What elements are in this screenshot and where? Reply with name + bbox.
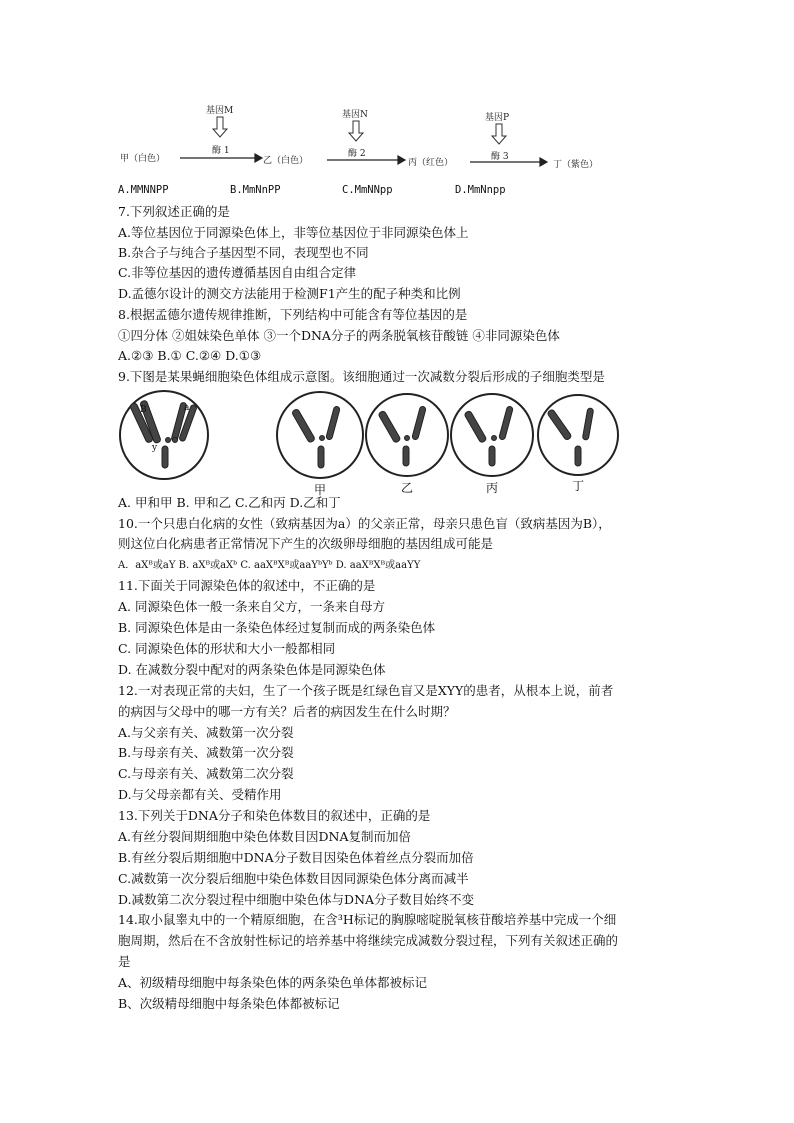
q13-option-d: D.减数第二次分裂过程中细胞中染色体与DNA分子数目始终不变 [118, 892, 475, 907]
q7-stem: 7.下列叙述正确的是 [118, 204, 230, 219]
q13-stem: 13.下列关于DNA分子和染色体数目的叙述中，正确的是 [118, 808, 431, 823]
q13-option-b: B.有丝分裂后期细胞中DNA分子数目因染色体着丝点分裂而加倍 [118, 850, 474, 865]
bing-label: 丙（红色） [408, 158, 454, 168]
q14-option-a: A、初级精母细胞中每条染色体的两条染色单体都被标记 [118, 975, 428, 990]
gene-n-label: 基因N [342, 110, 368, 120]
label-ding: 丁 [572, 479, 585, 493]
q12-option-d: D.与父母亲都有关、受精作用 [118, 787, 282, 802]
enzyme-2-label: 酶 2 [348, 149, 366, 159]
q7-option-d: D.孟德尔设计的测交方法能用于检测F1产生的配子种类和比例 [118, 286, 461, 301]
q12-option-b: B.与母亲有关、减数第一次分裂 [118, 745, 294, 760]
enzyme-3-label: 酶 3 [491, 152, 509, 162]
q11-option-c: C. 同源染色体的形状和大小一般都相同 [118, 641, 336, 656]
q14-option-b: B、次级精母细胞中每条染色体都被标记 [118, 996, 340, 1011]
q8-items: ①四分体 ②姐妹染色单体 ③一个DNA分子的两条脱氧核苷酸链 ④非同源染色体 [118, 328, 560, 343]
gene-m-label: 基因M [206, 106, 234, 116]
ding-label: 丁（紫色） [553, 160, 599, 170]
q10-stem-2: 则这位白化病患者正常情况下产生的次级卵母细胞的基因组成可能是 [118, 536, 494, 551]
q11-option-b: B. 同源染色体是由一条染色体经过复制而成的两条染色体 [118, 620, 436, 635]
gene-p-label: 基因P [485, 113, 510, 123]
label-jia: 甲 [314, 483, 327, 497]
q12-option-c: C.与母亲有关、减数第二次分裂 [118, 766, 294, 781]
q13-option-a: A.有丝分裂间期细胞中染色体数目因DNA复制而加倍 [118, 829, 411, 844]
mark-a: a [184, 403, 190, 413]
q7-option-a: A.等位基因位于同源染色体上，非等位基因位于非同源染色体上 [118, 225, 469, 240]
q6-option-d: D.MmNnpp [455, 184, 506, 196]
down-arrow-icon [492, 124, 506, 144]
q10-options: A．aXᴮ或aY B. aXᴮ或aXᵇ C. aaXᴮXᴮ或aaYᵇYᵇ D. aaXᴮXᴮ或aaYY [118, 560, 421, 571]
q7-option-b: B.杂合子与纯合子基因型不同，表现型也不同 [118, 245, 369, 260]
down-arrow-icon [349, 121, 363, 141]
mark-y: y [152, 443, 158, 453]
q14-stem-3: 是 [118, 954, 131, 969]
label-bing: 丙 [486, 481, 499, 495]
q14-stem-2: 胞周期，然后在不含放射性标记的培养基中将继续完成减数分裂过程，下列有关叙述正确的 [118, 933, 619, 948]
q12-stem-2: 的病因与父母中的哪一方有关？后者的病因发生在什么时期？ [118, 704, 456, 719]
pathway-diagram [0, 0, 794, 190]
q8-stem: 8.根据孟德尔遗传规律推断，下列结构中可能含有等位基因的是 [118, 307, 468, 322]
q6-option-c: C.MmNNpp [342, 184, 393, 196]
label-yi: 乙 [401, 481, 414, 495]
q9-options: A. 甲和甲 B. 甲和乙 C.乙和丙 D.乙和丁 [118, 495, 341, 510]
q11-option-d: D. 在减数分裂中配对的两条染色体是同源染色体 [118, 662, 386, 677]
q12-stem-1: 12.一对表现正常的夫妇，生了一个孩子既是红绿色盲又是XYY的患者，从根本上说，前者 [118, 683, 614, 698]
down-arrow-icon [213, 117, 227, 137]
q9-stem: 9.下图是某果蝇细胞染色体组成示意图。该细胞通过一次减数分裂后形成的子细胞类型是 [118, 369, 605, 384]
q6-option-b: B.MmNnPP [230, 184, 281, 196]
q11-stem: 11.下面关于同源染色体的叙述中，不正确的是 [118, 578, 376, 593]
q13-option-c: C.减数第一次分裂后细胞中染色体数目因同源染色体分离而减半 [118, 871, 469, 886]
q6-option-a: A.MMNNPP [118, 184, 169, 196]
q12-option-a: A.与父亲有关、减数第一次分裂 [118, 725, 294, 740]
q10-stem-1: 10.一个只患白化病的女性（致病基因为a）的父亲正常，母亲只患色盲（致病基因为B）， [118, 516, 611, 531]
jia-label: 甲（白色） [120, 154, 166, 164]
q11-option-a: A. 同源染色体一般一条来自父方，一条来自母方 [118, 599, 385, 614]
mark-b: B [140, 405, 147, 415]
yi-label: 乙（白色） [263, 156, 309, 166]
q8-options: A.②③ B.① C.②④ D.①③ [118, 348, 262, 363]
enzyme-1-label: 酶 1 [212, 146, 230, 156]
q14-stem-1: 14.取小鼠睾丸中的一个精原细胞，在含³H标记的胸腺嘧啶脱氧核苷酸培养基中完成一个细 [118, 912, 617, 927]
cell-diagrams [0, 388, 794, 498]
q7-option-c: C.非等位基因的遗传遵循基因自由组合定律 [118, 265, 357, 280]
